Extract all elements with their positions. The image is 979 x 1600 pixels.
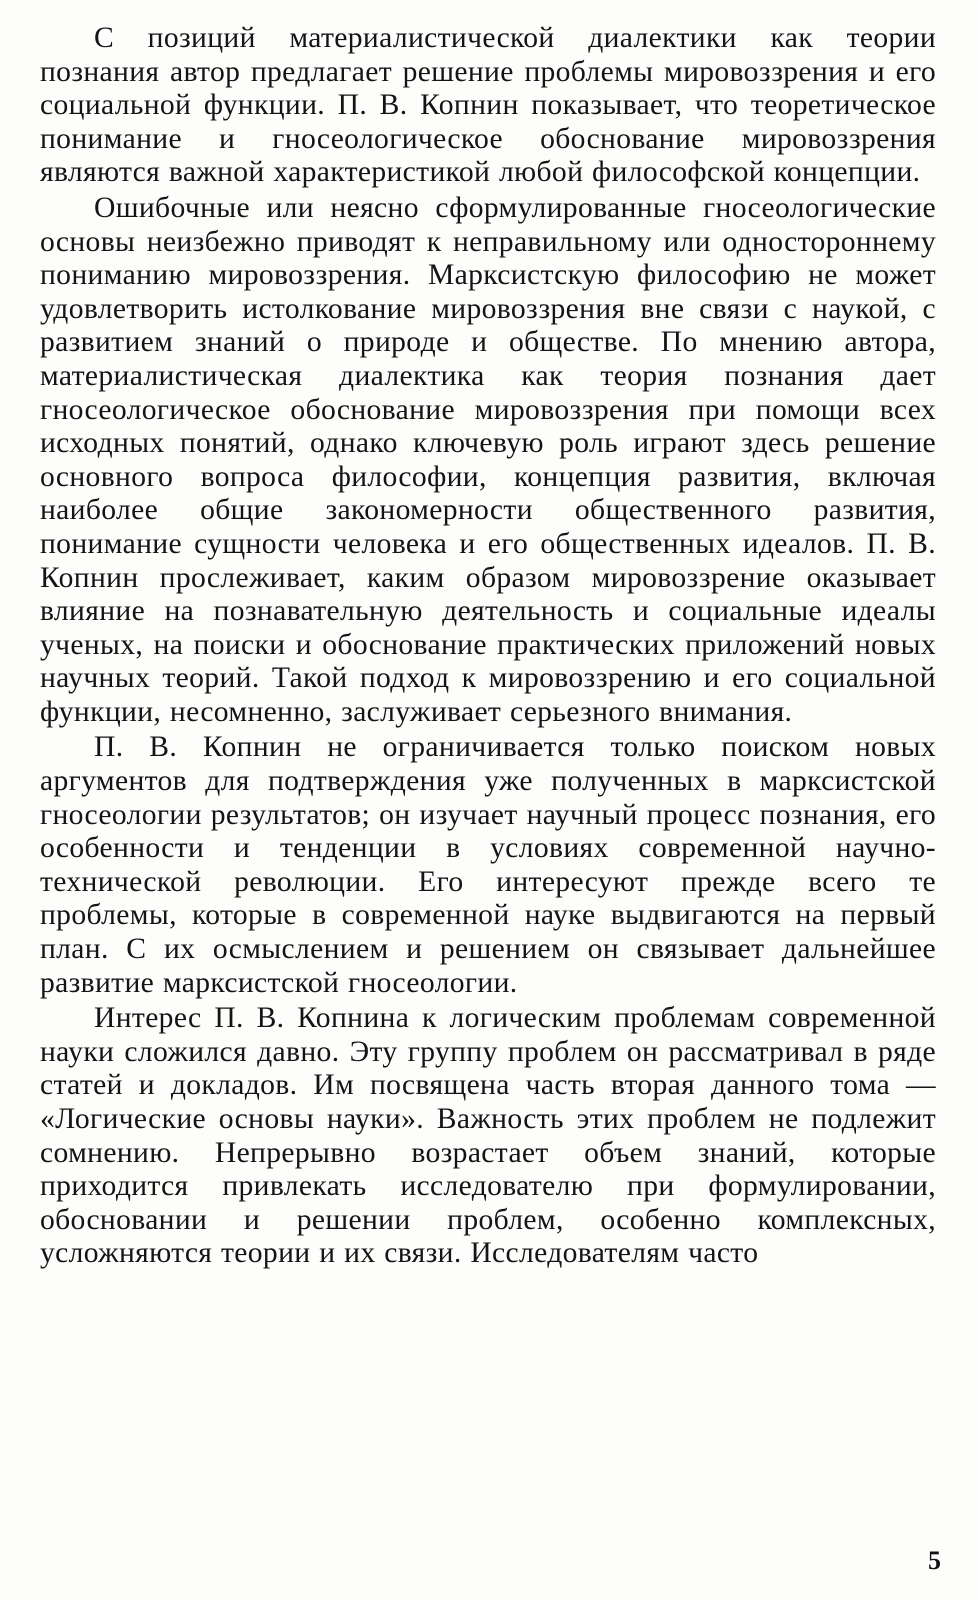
paragraph-2: Ошибочные или неясно сформулированные гносеологические основы неизбежно приводят к неправильному или одностороннему пониманию мировоззрения. Марксистскую философию не может удовлетворить истолкование мировоззрения вне связи с наукой, с развитием знаний о природе и обществе. По мнению автора, материалистическая диалектика как теория познания дает гносеологическое обоснование мировоззрения при помощи всех исходных понятий, однако ключевую роль играют здесь решение основного вопроса философии, концепция развития, включая наиболее общие закономерности общественного развития, понимание сущности человека и его общественных идеалов. П. В. Копнин прослеживает, каким образом мировоззрение оказывает влияние на познавательную деятельность и социальные идеалы ученых, на поиски и обоснование практических приложений новых научных теорий. Такой подход к мировоззрению и его социальной функции, несомненно, заслуживает серьезного внимания. (40, 191, 936, 728)
body-text (40, 22, 936, 1273)
page-number: 5 (928, 1546, 941, 1575)
paragraph-3: П. В. Копнин не ограничивается только поиском новых аргументов для подтверждения уже полученных в марксистской гносеологии результатов; он изучает научный процесс познания, его особенности и тенденции в условиях современной научно-технической революции. Его интересуют прежде всего те проблемы, которые в современной науке выдвигаются на первый план. С их осмыслением и решением он связывает дальнейшее развитие марксистской гносеологии. (40, 731, 936, 999)
paragraph-4: Интерес П. В. Копнина к логическим проблемам современной науки сложился давно. Эту группу проблем он рассматривал в ряде статей и докладов. Им посвящена часть вторая данного тома — «Логические основы науки». Важность этих проблем не подлежит сомнению. Непрерывно возрастает объем знаний, которые приходится привлекать исследователю при формулировании, обосновании и решении проблем, особенно комплексных, усложняются теории и их связи. Исследователям часто (40, 1002, 936, 1270)
paragraph-1: С позиций материалистической диалектики как теории познания автор предлагает решение проблемы мировоззрения и его социальной функции. П. В. Копнин показывает, что теоретическое понимание и гносеологическое обоснование мировоззрения являются важной характеристикой любой философской концепции. (40, 22, 936, 189)
